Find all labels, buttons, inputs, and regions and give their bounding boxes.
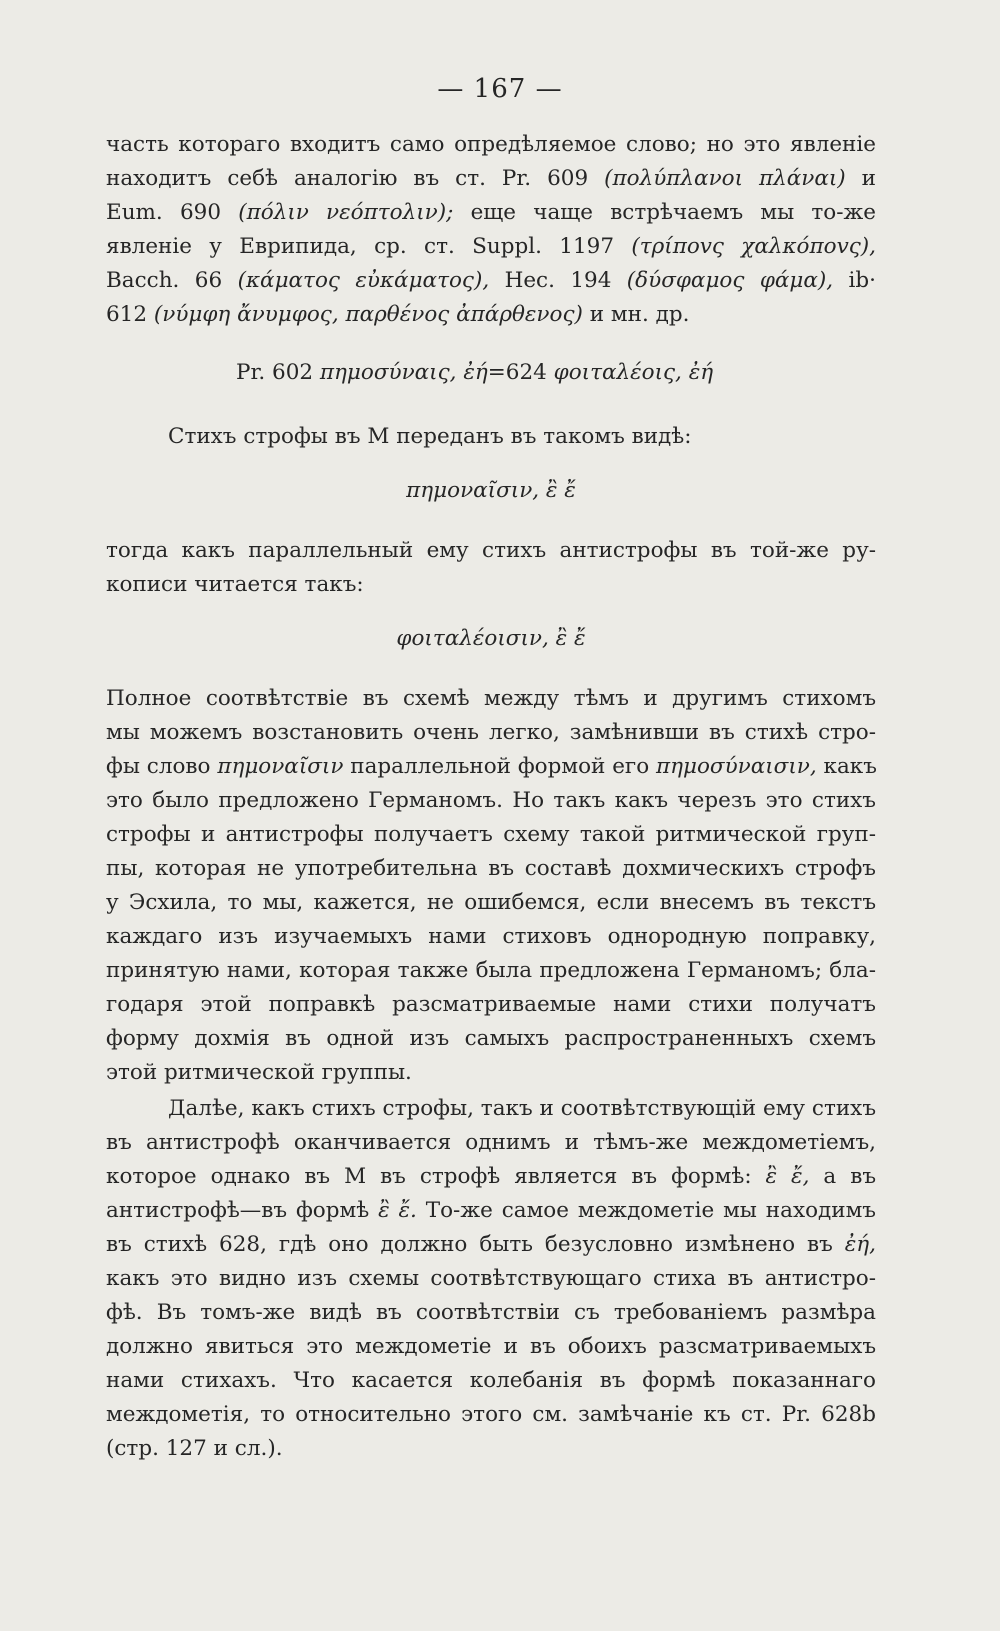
greek-phrase: ἒ ἔ, [765, 1164, 810, 1189]
text-line: часть котораго входитъ само опредѣляемое слово; но это явленіе [106, 132, 876, 157]
page-number: — 167 — [437, 74, 563, 104]
greek-phrase: (κάματος εὐκάματος), [237, 268, 490, 293]
text-line: нами стихахъ. Что касается колебанія въ формѣ показаннаго [106, 1368, 876, 1393]
text-line: находитъ себѣ аналогію въ ст. Pr. 609 (πολύπλανοι πλάναι) и [106, 166, 876, 191]
greek-phrase: (πόλιν νεόπτολιν); [238, 200, 454, 225]
text-line: въ стихѣ 628, гдѣ оно должно быть безусловно измѣнено въ ἐή, [106, 1232, 876, 1257]
greek-phrase: (δύσφαμος φάμα), [626, 268, 834, 293]
text-line: у Эсхила, то мы, кажется, не ошибемся, если внесемъ въ текстъ [106, 890, 876, 915]
greek-phrase: πημοσύναισιν, [655, 754, 817, 779]
text-line: этой ритмической группы. [106, 1060, 412, 1085]
text-line: фы слово πημοναῖσιν параллельной формой его πημοσύναισιν, какъ [106, 754, 877, 779]
greek-phrase: πημοσύναις, ἐή [319, 360, 488, 385]
text-line: тогда какъ параллельный ему стихъ антистрофы въ той-же ру- [106, 538, 876, 563]
greek-phrase: ἐή, [844, 1232, 876, 1257]
text-line: это было предложено Германомъ. Но такъ какъ черезъ это стихъ [106, 788, 876, 813]
text-line: 612 (νύμφη ἄνυμφος, παρθένος ἀπάρθενος) и мн. др. [106, 302, 690, 327]
text-line: Bacch. 66 (κάματος εὐκάματος), Hec. 194 (δύσφαμος φάμα), ib· [106, 268, 876, 293]
text-line: должно явиться это междометіе и въ обоихъ разсматриваемыхъ [106, 1334, 876, 1359]
section-heading: Pr. 602 πημοσύναις, ἐή=624 φοιταλέοις, ἐή [236, 360, 714, 385]
greek-verse: πημοναῖσιν, ἒ ἔ [406, 478, 576, 503]
text-line: каждаго изъ изучаемыхъ нами стиховъ однородную поправку, [106, 924, 876, 949]
text-line: явленіе у Еврипида, ср. ст. Suppl. 1197 (τρίποvς χαλκόποvς), [106, 234, 876, 259]
text-line: мы можемъ возстановить очень легко, замѣнивши въ стихѣ стро- [106, 720, 876, 745]
greek-verse: φοιταλέοισιν, ἒ ἔ [396, 626, 586, 651]
text-line: Полное соотвѣтствіе въ схемѣ между тѣмъ и другимъ стихомъ [106, 686, 876, 711]
text-line: фѣ. Въ томъ-же видѣ въ соотвѣтствіи съ требованіемъ размѣра [106, 1300, 876, 1325]
greek-phrase: φοιταλέοις, ἐή [553, 360, 714, 385]
text-line: (стр. 127 и сл.). [106, 1436, 283, 1461]
text-line: годаря этой поправкѣ разсматриваемые нами стихи получатъ [106, 992, 876, 1017]
text-line: въ антистрофѣ оканчивается однимъ и тѣмъ-же междометіемъ, [106, 1130, 876, 1155]
greek-phrase: (πολύπλανοι πλάναι) [604, 166, 846, 191]
greek-phrase: (τρίποvς χαλκόποvς), [631, 234, 876, 259]
text-line: Стихъ строфы въ М переданъ въ такомъ видѣ: [168, 424, 692, 449]
text-line: которое однако въ М въ строфѣ является въ формѣ: ἒ ἔ, а въ [106, 1164, 876, 1189]
text-line: принятую нами, которая также была предложена Германомъ; бла- [106, 958, 876, 983]
greek-phrase: (νύμφη ἄνυμφος, παρθένος ἀπάρθενος) [153, 302, 583, 327]
text-line: кописи читается такъ: [106, 572, 364, 597]
greek-phrase: πημοναῖσιν [217, 754, 344, 779]
text-line: антистрофѣ—въ формѣ ἒ ἔ. То-же самое междометіе мы находимъ [106, 1198, 876, 1223]
text-line: пы, которая не употребительна въ составѣ дохмическихъ строфъ [106, 856, 876, 881]
text-line: Eum. 690 (πόλιν νεόπτολιν); еще чаще встрѣчаемъ мы то-же [106, 200, 877, 225]
text-line: форму дохмія въ одной изъ самыхъ распространенныхъ схемъ [106, 1026, 876, 1051]
text-line: какъ это видно изъ схемы соотвѣтствующаго стиха въ антистро- [106, 1266, 876, 1291]
text-line: строфы и антистрофы получаетъ схему такой ритмической груп- [106, 822, 876, 847]
greek-phrase: ἒ ἔ. [378, 1198, 417, 1223]
text-line: междометія, то относительно этого см. замѣчаніе къ ст. Pr. 628b [106, 1402, 876, 1427]
text-line: Далѣе, какъ стихъ строфы, такъ и соотвѣтствующій ему стихъ [168, 1096, 876, 1121]
